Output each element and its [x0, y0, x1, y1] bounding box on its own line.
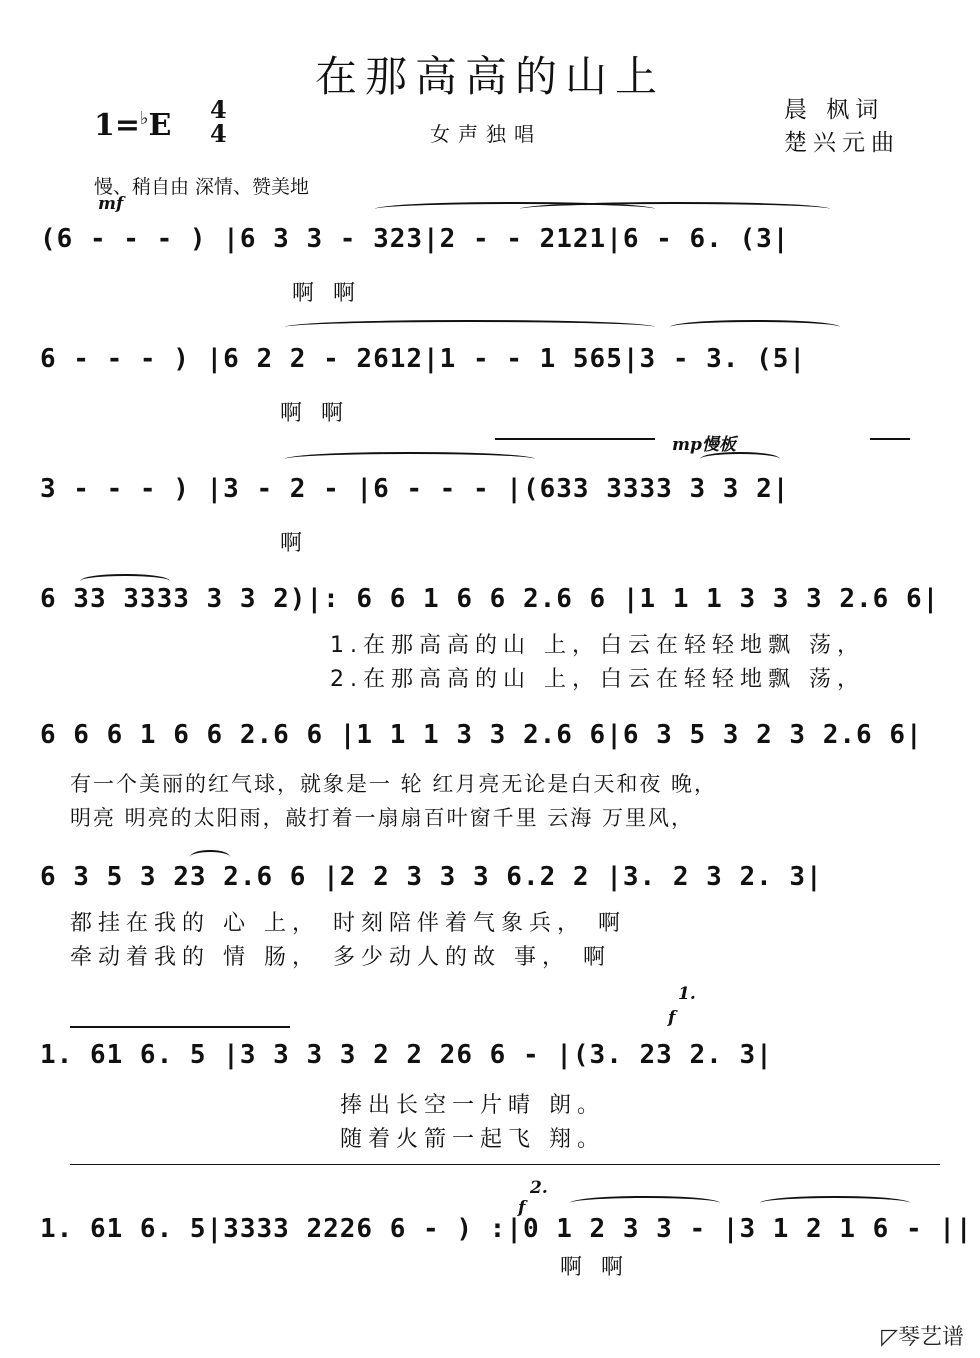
notation-line: 1. 61 6. 5|3333 2226 6 - ) :|0 1 2 3 3 - |3 1 2 1 6 - ||	[40, 1214, 973, 1244]
notation-line: 6 33 3333 3 3 2)|: 6 6 1 6 6 2.6 6 |1 1 1 3 3 3 2.6 6|	[40, 584, 940, 614]
flat-sign: ♭	[140, 108, 149, 129]
tempo-marking: 慢、稍自由 深情、赞美地	[94, 176, 310, 198]
slur	[570, 1196, 720, 1210]
score-row-7	[40, 984, 940, 1156]
lyric-line-2: 随着火箭一起飞 翔。	[340, 1127, 605, 1152]
score-row-8	[40, 1178, 973, 1334]
notation-line: 1. 61 6. 5 |3 3 3 3 2 2 26 6 - |(3. 23 2. 3|	[40, 1040, 773, 1070]
key-signature	[94, 108, 171, 143]
composer: 楚兴元曲	[784, 130, 900, 156]
score-row-3	[40, 435, 940, 580]
slur	[520, 202, 830, 216]
credits	[784, 94, 900, 160]
dynamic-mp: mp慢板	[672, 435, 736, 455]
notation-line: 3 - - - ) |3 - 2 - |6 - - - |(633 3333 3 3 2|	[40, 474, 790, 504]
score-row-6	[40, 858, 940, 978]
decrescendo-mark	[870, 438, 910, 440]
slur	[285, 320, 655, 334]
slur	[700, 452, 780, 466]
lyric-line-1: 捧出长空一片晴 朗。	[340, 1093, 605, 1118]
score-row-2	[40, 330, 940, 450]
lyric-line-1: 啊	[280, 531, 309, 556]
lyric-line-1: 啊 啊	[292, 281, 361, 306]
lyricist: 晨 枫词	[784, 97, 885, 123]
page-title: 在那高高的山上	[314, 52, 665, 101]
lyric-line-1: 啊 啊	[560, 1255, 629, 1280]
logo-text: 琴艺谱	[897, 1325, 964, 1350]
ending-2: 2.	[530, 1178, 548, 1198]
lyric-line-2: 2.在那高高的山 上，白云在轻轻地飘 荡，	[330, 667, 865, 692]
notation-line: 6 - - - ) |6 2 2 - 2612|1 - - 1 565|3 - 3. (5|	[40, 344, 807, 374]
key-prefix: 1=	[94, 108, 141, 143]
score-row-4	[40, 580, 940, 700]
dynamic-f: f	[518, 1198, 526, 1218]
volta-line	[70, 1164, 940, 1165]
slur	[760, 1196, 910, 1210]
lyric-line-2: 明亮 明亮的太阳雨，敲打着一扇扇百叶窗千里 云海 万里风，	[70, 806, 695, 830]
lyric-line-1: 都挂在我的 心 上， 时刻陪伴着气象兵， 啊	[70, 911, 626, 936]
time-top: 4	[210, 95, 227, 124]
tie-line	[70, 1026, 290, 1028]
score-row-5	[40, 716, 940, 836]
notation-line: 6 3 5 3 23 2.6 6 |2 2 3 3 3 6.2 2 |3. 2 3 2. 3|	[40, 862, 823, 892]
lyric-line-1: 啊 啊	[280, 401, 349, 426]
lyric-line-1: 有一个美丽的红气球，就象是一 轮 红月亮无论是白天和夜 晚，	[70, 772, 718, 796]
lyric-line-2: 牵动着我的 情 肠， 多少动人的故 事， 啊	[70, 945, 611, 970]
time-bottom: 4	[210, 119, 227, 148]
logo-icon: ◸	[881, 1325, 898, 1350]
ending-1: 1.	[678, 984, 696, 1004]
notation-line: 6 6 6 1 6 6 2.6 6 |1 1 1 3 3 2.6 6|6 3 5 3 2 3 2.6 6|	[40, 720, 923, 750]
score-row-1	[40, 194, 940, 330]
logo	[881, 1320, 964, 1351]
dynamic-f: f	[668, 1008, 676, 1028]
decrescendo-mark	[495, 438, 655, 440]
slur	[670, 320, 840, 334]
slur	[285, 452, 535, 466]
dynamic-mf: mf	[98, 194, 124, 214]
subtitle: 女声独唱	[430, 122, 542, 146]
key-note: E	[148, 108, 172, 143]
notation-line: (6 - - - ) |6 3 3 - 323|2 - - 2121|6 - 6. (3|	[40, 224, 790, 254]
lyric-line-1: 1.在那高高的山 上，白云在轻轻地飘 荡，	[330, 633, 865, 658]
time-signature	[210, 95, 227, 148]
